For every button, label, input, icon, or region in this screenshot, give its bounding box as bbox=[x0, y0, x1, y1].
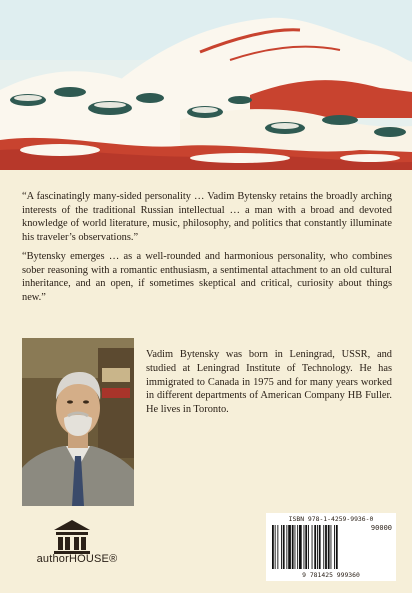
review-quote: “Bytensky emerges … as a well-rounded and harmonious personality, who combines sober reasoning with a romantic enthusiasm, a sentimental attachment to an old cultural inheritance, and an open, if sometimes skeptical and critical, curiosity about things new.” bbox=[22, 251, 392, 303]
isbn-number: ISBN 978-1-4259-9936-0 bbox=[288, 515, 374, 523]
author-photo bbox=[22, 338, 134, 506]
barcode-digits: 9 781425 999360 bbox=[302, 571, 360, 579]
price-code: 90000 bbox=[370, 524, 392, 532]
publisher-logo-text: authorHOUSE® bbox=[36, 553, 118, 565]
barcode-bars bbox=[272, 525, 358, 571]
isbn-barcode bbox=[266, 513, 396, 581]
author-biography: Vadim Bytensky was born in Leningrad, USSR, and studied at Leningrad Institute of Technology. He has immigrated to Canada in 1975 and for many years worked in different departments of American Company HB Fuller. He lives in Toronto. bbox=[146, 349, 392, 415]
cover-landscape-illustration bbox=[0, 0, 412, 170]
review-quote: “A fascinatingly many-sided personality … Vadim Bytensky retains the broadly arching interests of the traditional Russian intellectual … a man with a broad and devoted knowledge of world literature, music, philosophy, and politics that constantly illuminate his traveler’s observations.” bbox=[22, 191, 392, 243]
